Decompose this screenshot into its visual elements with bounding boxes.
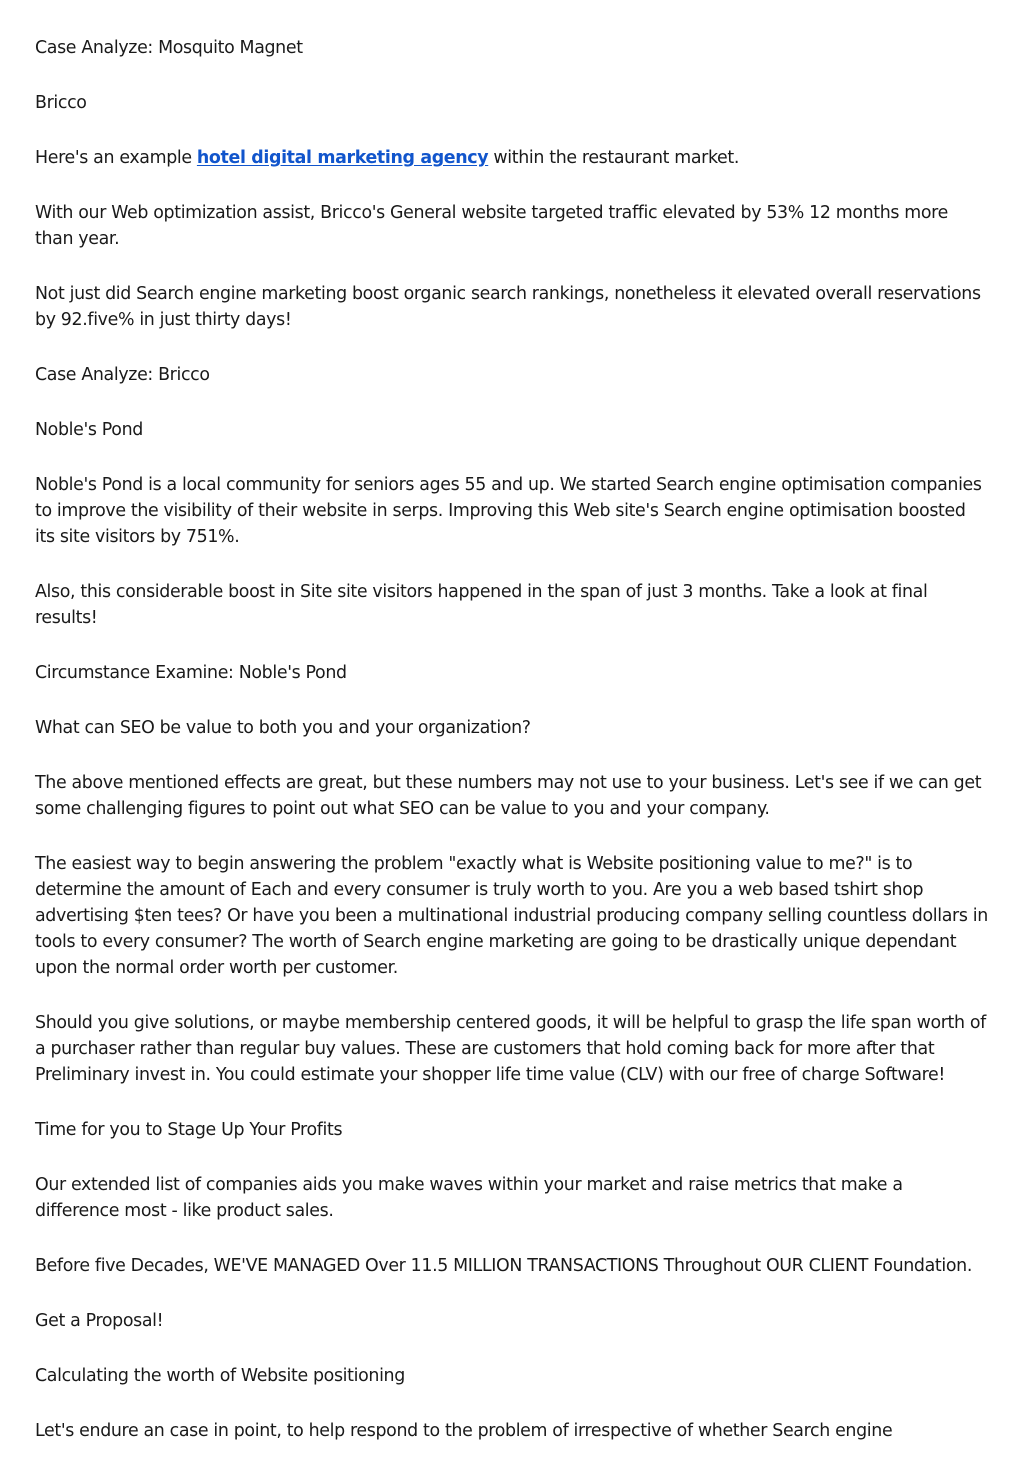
paragraph: Noble's Pond — [35, 420, 143, 440]
paragraph: Not just did Search engine marketing boost organic search rankings, nonetheless it elevated overall reservations by 92.five% in just thirty days! — [35, 284, 981, 330]
paragraph: Let's endure an case in point, to help respond to the problem of irrespective of whether Search engine — [35, 1421, 893, 1441]
paragraph: What can SEO be value to both you and your organization? — [35, 718, 531, 738]
paragraph-text-after-link: within the restaurant market. — [488, 148, 740, 168]
paragraph: Our extended list of companies aids you make waves within your market and raise metrics that make a difference most - like product sales. — [35, 1175, 903, 1221]
paragraph: With our Web optimization assist, Bricco's General website targeted traffic elevated by 53% 12 months more than year. — [35, 203, 948, 249]
hotel-digital-marketing-agency-link[interactable]: hotel digital marketing agency — [196, 148, 489, 168]
paragraph: Circumstance Examine: Noble's Pond — [35, 663, 347, 683]
paragraph: Before five Decades, WE'VE MANAGED Over 11.5 MILLION TRANSACTIONS Throughout OUR CLIENT Foundation. — [35, 1256, 973, 1276]
paragraph: Bricco — [35, 93, 87, 113]
paragraph: Case Analyze: Mosquito Magnet — [35, 38, 303, 58]
paragraph-with-link — [35, 145, 990, 171]
paragraph: Noble's Pond is a local community for seniors ages 55 and up. We started Search engine optimisation companies to improve the visibility of their website in serps. Improving this Web site's Search engine optimisation boosted its site visitors by 751%. — [35, 475, 982, 547]
paragraph: Should you give solutions, or maybe membership centered goods, it will be helpful to grasp the life span worth of a purchaser rather than regular buy values. These are customers that hold coming back for more after that Preliminary invest in. You could estimate your shopper life time value (CLV) with our free of charge Software! — [35, 1013, 986, 1085]
paragraph: The easiest way to begin answering the problem "exactly what is Website positioning value to me?" is to determine the amount of Each and every consumer is truly worth to you. Are you a web based tshirt shop advertising $ten tees? Or have you been a multinational industrial producing company selling countless dollars in tools to every consumer? The worth of Search engine marketing are going to be drastically unique dependant upon the normal order worth per customer. — [35, 854, 988, 978]
paragraph-text-before-link: Here's an example — [35, 148, 197, 168]
paragraph: Calculating the worth of Website positioning — [35, 1366, 405, 1386]
paragraph: Time for you to Stage Up Your Profits — [35, 1120, 343, 1140]
paragraph: Also, this considerable boost in Site site visitors happened in the span of just 3 months. Take a look at final results! — [35, 582, 928, 628]
paragraph: Get a Proposal! — [35, 1311, 164, 1331]
document-body — [35, 35, 990, 1473]
paragraph: The above mentioned effects are great, but these numbers may not use to your business. Let's see if we can get some challenging figures to point out what SEO can be value to you and your company. — [35, 773, 982, 819]
paragraph: Case Analyze: Bricco — [35, 365, 210, 385]
